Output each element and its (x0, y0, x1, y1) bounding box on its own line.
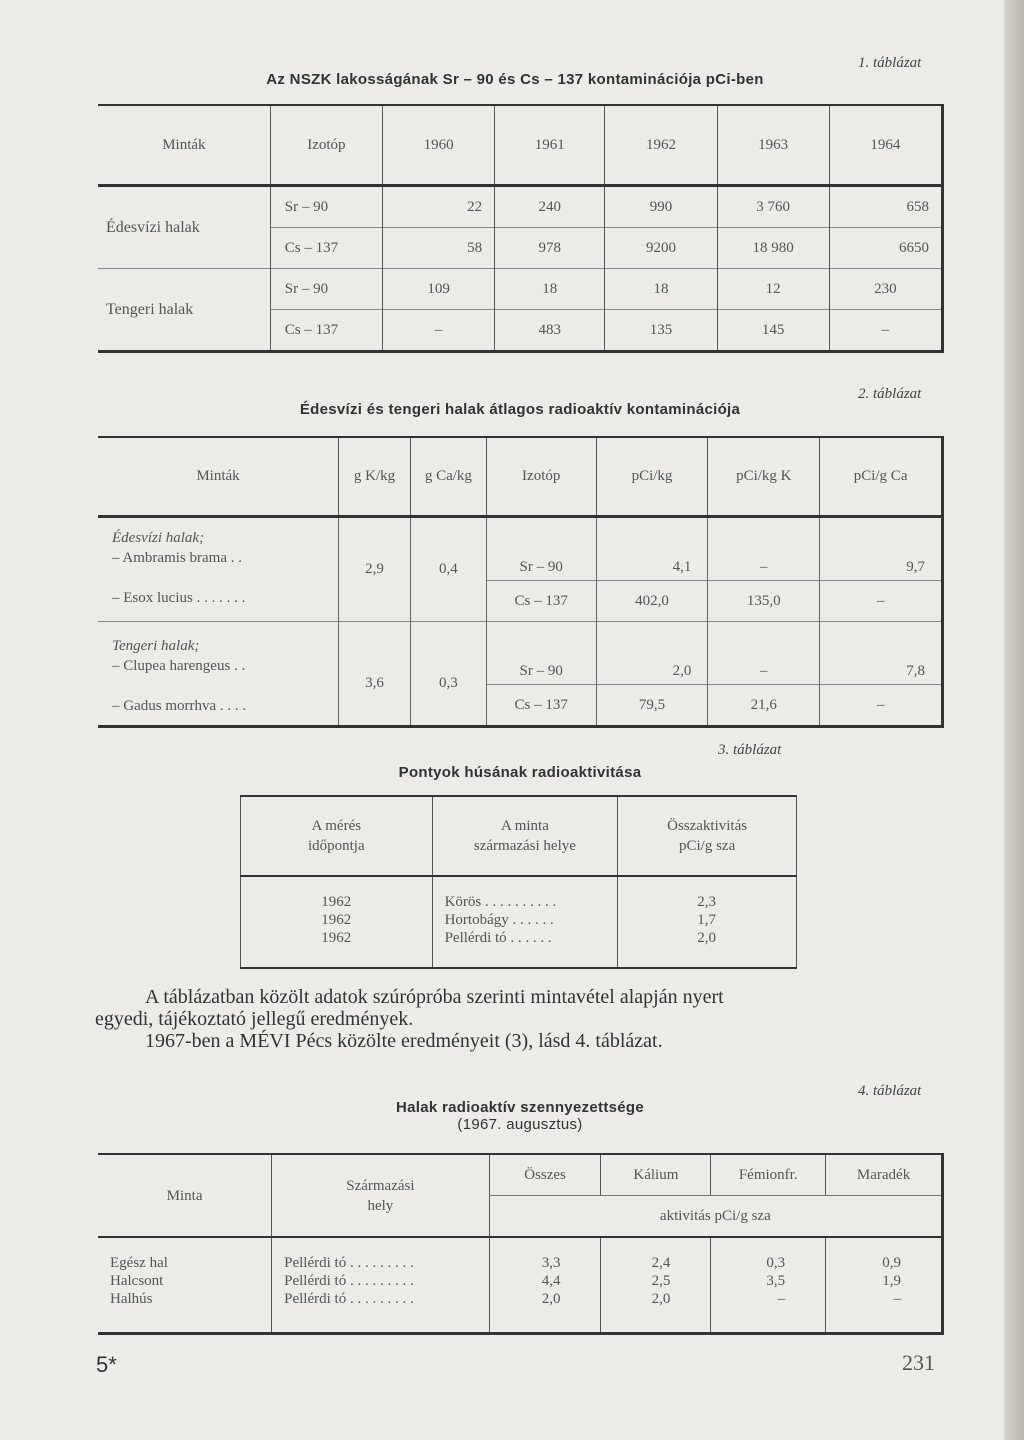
table2-cell: 7,8 (820, 622, 943, 685)
table4-cell: Halhús (110, 1291, 153, 1307)
table4-cell: – (777, 1291, 786, 1307)
table2-header-cell: pCi/kg K (708, 437, 820, 517)
table3-header-cell (432, 796, 618, 876)
table3-header-line: A mérés (311, 818, 362, 834)
table4-cell: 2,5 (651, 1273, 671, 1289)
table1-cell: 9200 (605, 228, 717, 269)
page-edge-shadow (1004, 0, 1024, 1440)
table2-species: – Gadus morrhva . . . . (112, 698, 247, 714)
table2-number: 2. táblázat (858, 386, 922, 402)
table4-cell: – (893, 1291, 901, 1307)
table1-header-cell: 1960 (382, 105, 494, 186)
table1-cell: Cs – 137 (270, 228, 382, 269)
table2-cell: 0,3 (410, 622, 486, 727)
table3-cell: 1962 (321, 894, 352, 910)
table2-cell: 0,4 (410, 517, 486, 622)
table2-cell: 402,0 (596, 581, 708, 622)
table3-values (618, 876, 797, 968)
table3-number: 3. táblázat (718, 742, 782, 758)
table-row (98, 186, 943, 228)
table4-header-line: Származási (346, 1177, 415, 1194)
table4-cell: 3,5 (766, 1273, 786, 1289)
table2-cell: 9,7 (820, 517, 943, 581)
table4-cell: 2,0 (651, 1291, 671, 1307)
table4-col-total (489, 1237, 601, 1334)
table3-header-cell (241, 796, 433, 876)
table2-cell: 79,5 (596, 685, 708, 727)
table4-header-cell: Maradék (826, 1154, 943, 1196)
table1-cell: 483 (495, 310, 605, 352)
paragraph-line: A táblázatban közölt adatok szúrópróba szerinti mintavétel alapján nyert (145, 986, 724, 1008)
table2-group-label (98, 517, 339, 622)
table1-cell: 658 (829, 186, 942, 228)
table4-header-cell: Kálium (601, 1154, 711, 1196)
table2-cell: Sr – 90 (486, 517, 596, 581)
table4-cell: 3,3 (541, 1255, 561, 1271)
table-row (98, 269, 943, 310)
table1-header-row (98, 105, 943, 186)
table4-cell: 2,4 (651, 1255, 671, 1271)
table-row (98, 1237, 943, 1334)
table2-species: – Clupea harengeus . . (112, 658, 246, 674)
table1-cell: 12 (717, 269, 829, 310)
table4-cell: Halcsont (110, 1273, 164, 1289)
table1-header-cell: 1962 (605, 105, 717, 186)
table3-origins (432, 876, 618, 968)
table2-header-cell: pCi/g Ca (820, 437, 943, 517)
table3-cell: Körös . . . . . . . . . . (444, 894, 557, 910)
table1-cell: 109 (382, 269, 494, 310)
table3-cell: Pellérdi tó . . . . . . (444, 930, 552, 946)
table2-cell: Cs – 137 (486, 581, 596, 622)
table4-cell: 4,4 (541, 1273, 561, 1289)
paragraph-line: 1967-ben a MÉVI Pécs közölte eredményeit (3), lásd 4. táblázat. (145, 1030, 663, 1052)
table4-col-femionfr (711, 1237, 826, 1334)
table2-header-row (98, 437, 943, 517)
table2-species: – Esox lucius . . . . . . . (112, 590, 246, 606)
table3-header-row (241, 796, 797, 876)
table4-cell: Pellérdi tó . . . . . . . . . (284, 1291, 414, 1307)
table3 (240, 795, 797, 969)
table2-header-cell: Minták (196, 468, 240, 484)
table2-cell: 3,6 (339, 622, 411, 727)
table4-header-cell: Minta (166, 1187, 203, 1204)
table4-header-cell (272, 1154, 490, 1237)
table1-cell: 18 (605, 269, 717, 310)
table3-header-line: időpontja (307, 838, 365, 854)
table1-cell: 135 (605, 310, 717, 352)
table4-cell: 2,0 (541, 1291, 561, 1307)
table3-header-line: pCi/g sza (678, 838, 736, 854)
table3-dates (241, 876, 433, 968)
table1-cell: 18 (495, 269, 605, 310)
table1-cell: 230 (829, 269, 942, 310)
table1-cell: 3 760 (717, 186, 829, 228)
table1-cell: 6650 (829, 228, 942, 269)
table4-cell: Pellérdi tó . . . . . . . . . (284, 1255, 414, 1271)
table1-number: 1. táblázat (858, 55, 922, 71)
table2-cell: – (820, 685, 943, 727)
table3-title: Pontyok húsának radioaktivitása (398, 764, 642, 781)
page-number: 231 (902, 1350, 935, 1375)
table4-unit-header: aktivitás pCi/g sza (489, 1196, 942, 1238)
body-paragraph (95, 986, 945, 1052)
table3-cell: 2,3 (697, 894, 716, 910)
table1-cell: 18 980 (717, 228, 829, 269)
table4-col-maradek (826, 1237, 943, 1334)
table-row (98, 622, 943, 685)
table1-cell: – (382, 310, 494, 352)
table1-header-cell: Izotóp (270, 105, 382, 186)
table1 (98, 104, 944, 353)
table1-cell: – (829, 310, 942, 352)
table3-header-line: A minta (500, 818, 549, 834)
table2-header-cell: g K/kg (339, 437, 411, 517)
table2-cell: 2,9 (339, 517, 411, 622)
table1-cell: 240 (495, 186, 605, 228)
table1-cell: Sr – 90 (270, 269, 382, 310)
table4-title: Halak radioaktív szennyezettsége (395, 1099, 645, 1116)
table1-header-cell: 1961 (495, 105, 605, 186)
table3-header-cell (618, 796, 797, 876)
table3-cell: Hortobágy . . . . . . (444, 912, 554, 928)
table2-cell: – (708, 517, 820, 581)
table1-title: Az NSZK lakosságának Sr – 90 és Cs – 137 kontaminációja pCi-ben (266, 71, 764, 88)
table-row (241, 876, 797, 968)
table2-cell: Sr – 90 (486, 622, 596, 685)
table3-cell: 2,0 (697, 930, 716, 946)
table4-header-cell: Összes (489, 1154, 601, 1196)
table1-header-cell: 1964 (829, 105, 942, 186)
table2-title: Édesvízi és tengeri halak átlagos radioaktív kontaminációja (299, 401, 741, 418)
table4-cell: Egész hal (110, 1255, 168, 1271)
table3-header-line: származási helye (473, 838, 576, 854)
table4-col-kalium (601, 1237, 711, 1334)
table2-cell: 4,1 (596, 517, 708, 581)
table4-cell: 0,9 (882, 1255, 901, 1271)
table2 (98, 436, 944, 728)
table3-header-line: Összaktivitás (667, 818, 748, 834)
table1-cell: Sr – 90 (270, 186, 382, 228)
table2-cell: 2,0 (596, 622, 708, 685)
table2-header-cell: pCi/kg (596, 437, 708, 517)
table1-cell: 58 (382, 228, 494, 269)
table1-cell: 978 (495, 228, 605, 269)
table4-origins (272, 1237, 490, 1334)
table4-subtitle: (1967. augusztus) (457, 1116, 583, 1133)
table2-cell: 135,0 (708, 581, 820, 622)
table1-cell: 22 (382, 186, 494, 228)
table4-header-line: hely (367, 1197, 394, 1214)
table4-number: 4. táblázat (858, 1083, 922, 1099)
table4-header-cell: Fémionfr. (711, 1154, 826, 1196)
table4-cell: Pellérdi tó . . . . . . . . . (284, 1273, 414, 1289)
table2-cell: – (820, 581, 943, 622)
table1-header-cell: Minták (162, 136, 206, 153)
table2-group-label (98, 622, 339, 727)
table4-samples (98, 1237, 272, 1334)
table1-header-cell: 1963 (717, 105, 829, 186)
paragraph-line: egyedi, tájékoztató jellegű eredmények. (95, 1008, 414, 1030)
table-row (98, 517, 943, 581)
table4-header-row (98, 1154, 943, 1196)
table2-cell: Cs – 137 (486, 685, 596, 727)
table3-cell: 1,7 (697, 912, 716, 928)
table4-cell: 1,9 (882, 1273, 901, 1289)
table2-group-heading: Édesvízi halak; (112, 530, 205, 546)
table3-cell: 1962 (321, 912, 352, 928)
signature-mark: 5* (96, 1352, 117, 1377)
table1-cell: Cs – 137 (270, 310, 382, 352)
table2-cell: 21,6 (708, 685, 820, 727)
table4-cell: 0,3 (766, 1255, 786, 1271)
table2-group-heading: Tengeri halak; (112, 638, 200, 654)
table2-header-cell: Izotóp (486, 437, 596, 517)
table2-header-cell: g Ca/kg (410, 437, 486, 517)
table3-cell: 1962 (321, 930, 352, 946)
table1-cell: 145 (717, 310, 829, 352)
table2-species: – Ambramis brama . . (112, 550, 242, 566)
table4 (98, 1153, 944, 1335)
table1-cell: 990 (605, 186, 717, 228)
table1-group-label: Édesvízi halak (98, 186, 270, 269)
table2-cell: – (708, 622, 820, 685)
table1-group-label: Tengeri halak (98, 269, 270, 352)
